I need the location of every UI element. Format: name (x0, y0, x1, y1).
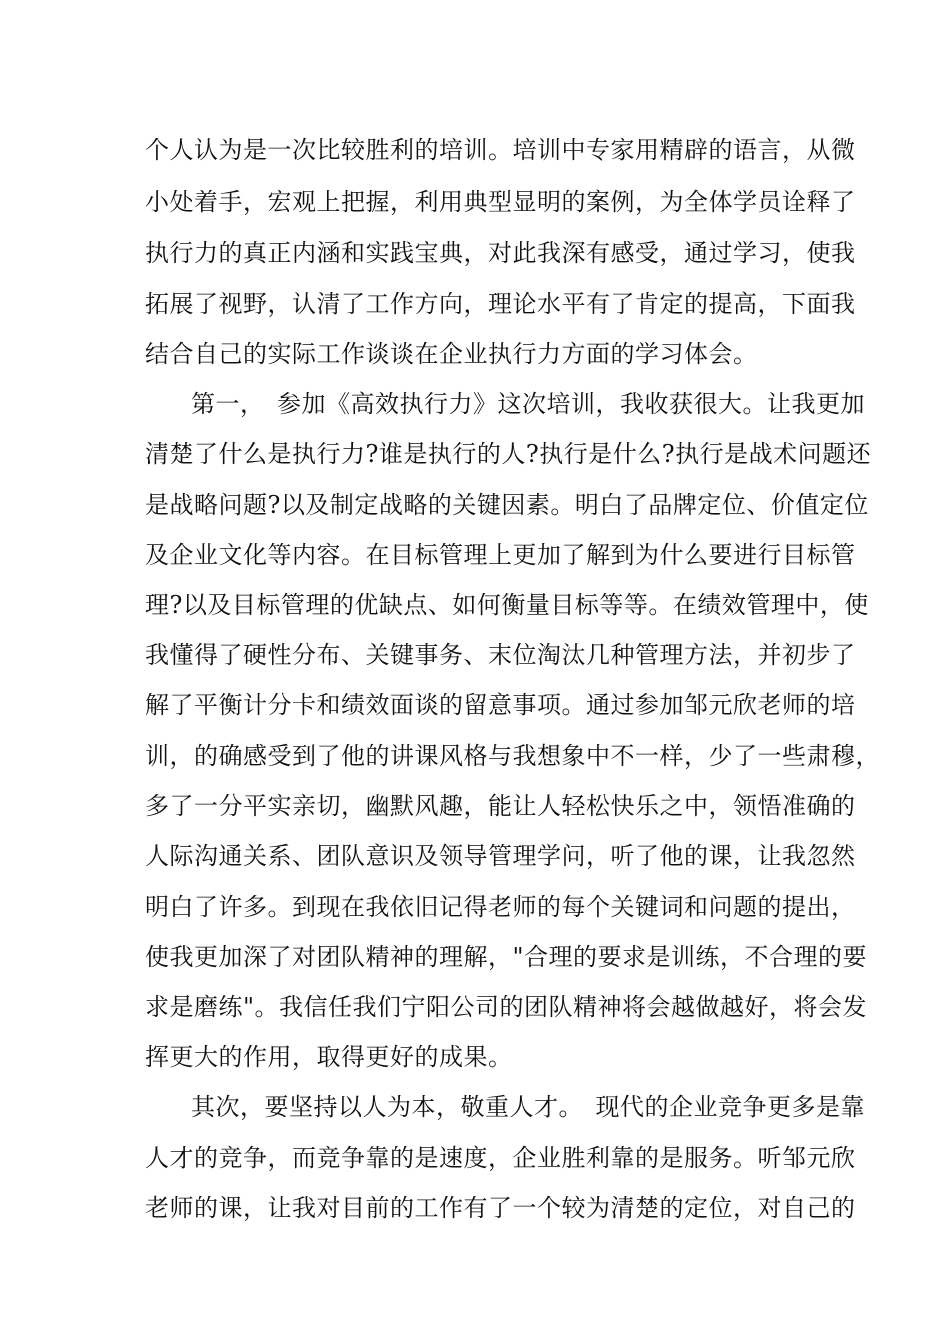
text-line: 人才的竞争，而竞争靠的是速度，企业胜利靠的是服务。听邹元欣 (145, 1144, 856, 1172)
text-line: 我懂得了硬性分布、关键事务、末位淘汰几种管理方法，并初步了 (145, 641, 856, 669)
text-line: 结合自己的实际工作谈谈在企业执行力方面的学习体会。 (145, 340, 758, 368)
text-line: 拓展了视野，认清了工作方向，理论水平有了肯定的提高，下面我 (145, 290, 856, 318)
text-line: 挥更大的作用，取得更好的成果。 (145, 1043, 513, 1071)
text-line: 解了平衡计分卡和绩效面谈的留意事项。通过参加邹元欣老师的培 (145, 691, 856, 719)
text-line: 明白了许多。到现在我依旧记得老师的每个关键词和问题的提出， (145, 893, 856, 921)
text-line: 小处着手，宏观上把握，利用典型显明的案例，为全体学员诠释了 (145, 188, 856, 216)
text-line: 使我更加深了对团队精神的理解，"合理的要求是训练，不合理的要 (145, 943, 868, 971)
text-line: 人际沟通关系、团队意识及领导管理学问，听了他的课，让我忽然 (145, 842, 856, 870)
text-line: 个人认为是一次比较胜利的培训。培训中专家用精辟的语言，从微 (145, 136, 856, 164)
text-line: 执行力的真正内涵和实践宝典，对此我深有感受，通过学习，使我 (145, 239, 856, 267)
text-line: 其次，要坚持以人为本，敬重人才。 现代的企业竞争更多是靠 (191, 1093, 865, 1121)
text-line: 第一， 参加《高效执行力》这次培训，我收获很大。让我更加 (191, 390, 865, 418)
text-line: 训，的确感受到了他的讲课风格与我想象中不一样，少了一些肃穆， (145, 742, 880, 770)
text-line: 多了一分平实亲切，幽默风趣，能让人轻松快乐之中，领悟准确的 (145, 792, 856, 820)
text-line: 清楚了什么是执行力?谁是执行的人?执行是什么?执行是战术问题还 (145, 440, 872, 468)
text-line: 理?以及目标管理的优缺点、如何衡量目标等等。在绩效管理中，使 (145, 591, 869, 619)
text-line: 及企业文化等内容。在目标管理上更加了解到为什么要进行目标管 (145, 541, 856, 569)
text-line: 求是磨练"。我信任我们宁阳公司的团队精神将会越做越好，将会发 (145, 993, 868, 1021)
text-line: 是战略问题?以及制定战略的关键因素。明白了品牌定位、价值定位 (145, 491, 869, 519)
text-line: 老师的课，让我对目前的工作有了一个较为清楚的定位，对自己的 (145, 1194, 856, 1222)
